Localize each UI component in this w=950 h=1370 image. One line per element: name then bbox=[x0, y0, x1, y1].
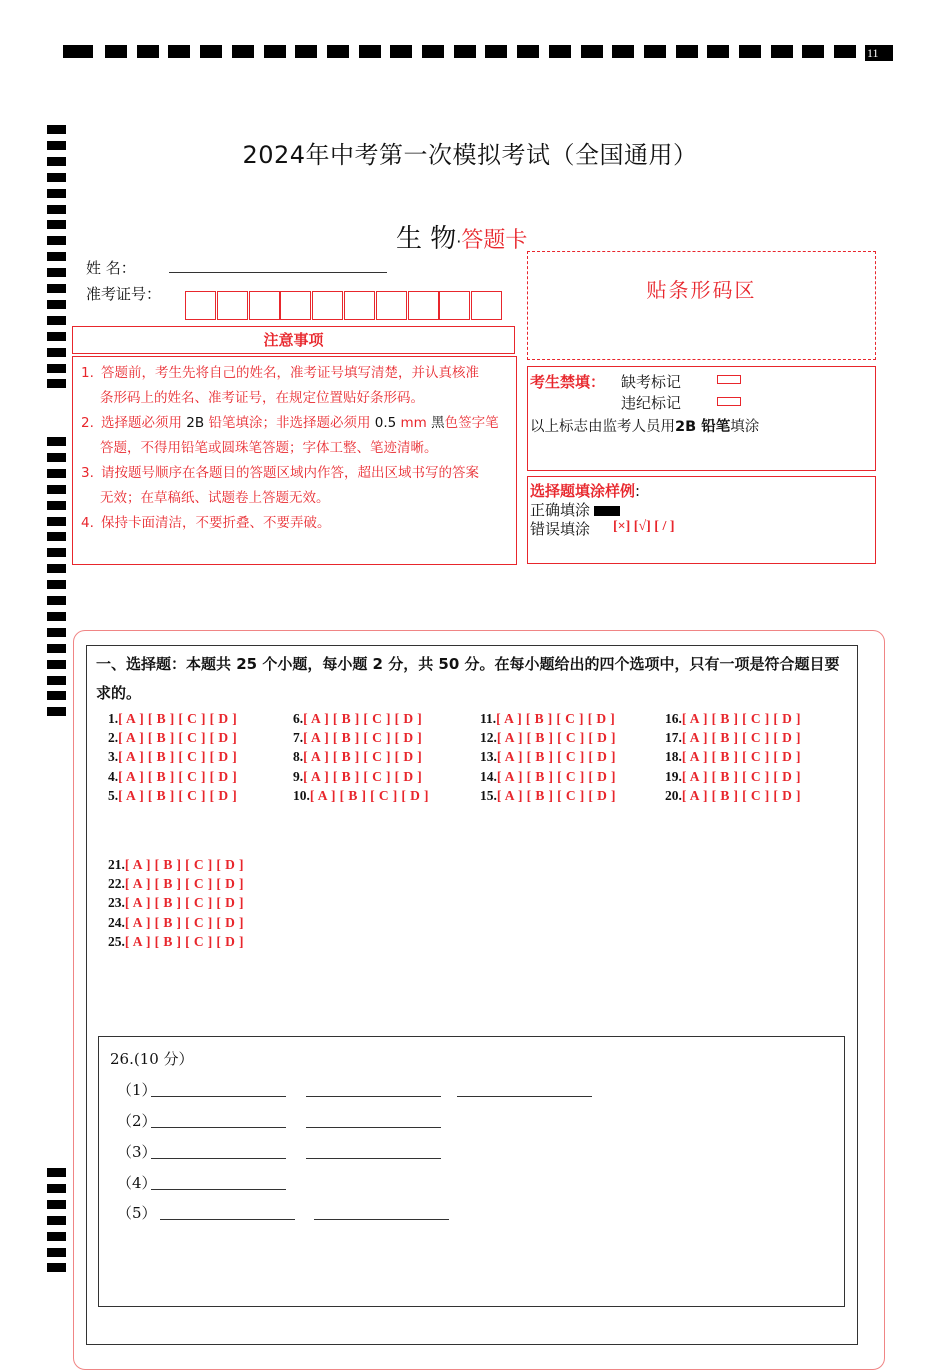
subject-name: 生 物 bbox=[396, 224, 457, 254]
mc-question[interactable] bbox=[293, 730, 422, 746]
timing-mark bbox=[676, 45, 698, 58]
mc-options[interactable]: [ A ] [ B ] [ C ] [ D ] bbox=[124, 895, 244, 911]
mc-question-number: 9. bbox=[293, 768, 304, 784]
mc-question-number: 13. bbox=[480, 749, 497, 765]
mc-options[interactable]: [ A ] [ B ] [ C ] [ D ] bbox=[118, 768, 238, 784]
mc-question[interactable] bbox=[108, 934, 244, 950]
forbidden-note-bold: 2B 铅笔 bbox=[675, 419, 731, 435]
note-number: 4. bbox=[81, 515, 94, 531]
timing-mark bbox=[63, 45, 93, 58]
timing-mark bbox=[47, 189, 66, 198]
timing-mark bbox=[485, 45, 507, 58]
mc-question[interactable] bbox=[108, 857, 244, 873]
exam-id-boxes bbox=[185, 291, 503, 320]
note-item bbox=[81, 361, 510, 411]
id-digit-box[interactable] bbox=[439, 291, 470, 320]
section1-heading: 一、选择题：本题共 25 个小题，每小题 2 分，共 50 分。在每小题给出的四个选项中，只有一项是符合题目要求的。 bbox=[96, 655, 840, 702]
id-digit-box[interactable] bbox=[217, 291, 248, 320]
mc-options[interactable]: [ A ] [ B ] [ C ] [ D ] bbox=[681, 768, 801, 784]
mc-question-number: 7. bbox=[293, 730, 304, 746]
violation-mark-box[interactable] bbox=[717, 397, 741, 406]
mc-question-number: 5. bbox=[108, 787, 119, 803]
note-line: 保持卡面清洁，不要折叠、不要弄破。 bbox=[101, 515, 331, 531]
name-label: 姓 名： bbox=[86, 259, 136, 277]
mc-options[interactable]: [ A ] [ B ] [ C ] [ D ] bbox=[118, 711, 238, 726]
note-line: 选择题必须用 bbox=[101, 415, 187, 431]
mc-question-number: 8. bbox=[293, 749, 304, 765]
mc-options[interactable]: [ A ] [ B ] [ C ] [ D ] bbox=[118, 749, 238, 765]
mc-options[interactable]: [ A ] [ B ] [ C ] [ D ] bbox=[124, 857, 244, 872]
id-label: 准考证号： bbox=[86, 285, 162, 303]
mc-options[interactable]: [ A ] [ B ] [ C ] [ D ] bbox=[303, 749, 423, 765]
timing-mark bbox=[47, 125, 66, 134]
note-item bbox=[81, 411, 510, 461]
timing-mark bbox=[771, 45, 793, 58]
mc-question-number: 12. bbox=[480, 730, 497, 746]
mc-options[interactable]: [ A ] [ B ] [ C ] [ D ] bbox=[496, 749, 616, 765]
timing-mark bbox=[47, 628, 66, 637]
timing-mark bbox=[47, 1168, 66, 1177]
mc-question-number: 20. bbox=[665, 787, 682, 803]
note-line: 请按题号顺序在各题目的答题区域内作答，超出区域书写的答案 bbox=[101, 465, 479, 481]
mc-question[interactable] bbox=[480, 711, 615, 727]
timing-mark bbox=[644, 45, 666, 58]
timing-mark bbox=[47, 300, 66, 309]
timing-mark bbox=[47, 379, 66, 388]
timing-mark bbox=[47, 501, 66, 510]
mc-question[interactable] bbox=[293, 769, 422, 785]
timing-mark bbox=[47, 1200, 66, 1209]
mc-options[interactable]: [ A ] [ B ] [ C ] [ D ] bbox=[118, 787, 238, 803]
mc-options[interactable]: [ A ] [ B ] [ C ] [ D ] bbox=[496, 768, 616, 784]
timing-mark bbox=[390, 45, 412, 58]
mc-question-number: 23. bbox=[108, 895, 125, 911]
timing-mark bbox=[47, 676, 66, 685]
mc-question-number: 3. bbox=[108, 749, 119, 765]
mc-question[interactable] bbox=[108, 769, 237, 785]
wrong-fill-label: 错误填涂 bbox=[530, 520, 591, 538]
answer-blank[interactable] bbox=[457, 1096, 592, 1097]
exam-title: 2024年中考第一次模拟考试（全国通用） bbox=[242, 141, 698, 169]
mc-options[interactable]: [ A ] [ B ] [ C ] [ D ] bbox=[124, 876, 244, 892]
mc-question-number: 24. bbox=[108, 914, 125, 930]
note-number: 1. bbox=[81, 365, 94, 381]
timing-mark bbox=[47, 1216, 66, 1225]
timing-mark bbox=[47, 612, 66, 621]
mc-question[interactable] bbox=[665, 769, 801, 785]
timing-mark bbox=[47, 517, 66, 526]
mc-question[interactable] bbox=[108, 788, 237, 804]
note-number: 3. bbox=[81, 465, 94, 481]
mc-options[interactable]: [ A ] [ B ] [ C ] [ D ] bbox=[496, 730, 616, 746]
forbidden-note bbox=[530, 415, 759, 436]
mc-question-number: 18. bbox=[665, 749, 682, 765]
timing-mark bbox=[517, 45, 539, 58]
id-digit-box[interactable] bbox=[185, 291, 216, 320]
forbidden-note-end: 填涂 bbox=[730, 419, 760, 435]
timing-mark bbox=[264, 45, 286, 58]
mc-options[interactable]: [ A ] [ B ] [ C ] [ D ] bbox=[303, 768, 423, 784]
timing-mark bbox=[47, 268, 66, 277]
absent-mark-label: 缺考标记 bbox=[621, 373, 682, 391]
id-digit-box[interactable] bbox=[376, 291, 407, 320]
timing-mark bbox=[295, 45, 317, 58]
answer-blank[interactable] bbox=[306, 1096, 441, 1097]
timing-mark bbox=[581, 45, 603, 58]
q26-answer-box bbox=[98, 1036, 845, 1307]
mc-question[interactable] bbox=[665, 711, 801, 727]
mc-options[interactable]: [ A ] [ B ] [ C ] [ D ] bbox=[303, 730, 423, 746]
q26-subquestion-label: （4） bbox=[117, 1174, 157, 1192]
barcode-area bbox=[527, 251, 876, 360]
fill-sample-title: 选择题填涂样例 bbox=[530, 482, 636, 500]
answer-card-label: 答题卡 bbox=[461, 228, 528, 253]
mc-options[interactable]: [ A ] [ B ] [ C ] [ D ] bbox=[309, 787, 429, 803]
subject-title bbox=[396, 218, 527, 255]
note-fragment: 色签字笔 bbox=[444, 415, 499, 431]
answer-blank[interactable] bbox=[314, 1219, 449, 1220]
q26-title: 26.(10 分） bbox=[110, 1050, 194, 1068]
fill-sample-area bbox=[527, 476, 876, 564]
mc-question-number: 25. bbox=[108, 933, 125, 949]
mc-question[interactable] bbox=[480, 769, 616, 785]
timing-mark bbox=[47, 453, 66, 462]
note-fragment: mm bbox=[400, 415, 427, 431]
mc-question[interactable] bbox=[480, 788, 616, 804]
mc-question[interactable] bbox=[480, 730, 616, 746]
mc-question-number: 6. bbox=[293, 711, 304, 726]
notes-title: 注意事项 bbox=[72, 326, 515, 354]
id-digit-box[interactable] bbox=[280, 291, 311, 320]
id-digit-box[interactable] bbox=[249, 291, 280, 320]
mc-question-number: 21. bbox=[108, 857, 125, 872]
subject-dot: · bbox=[456, 232, 462, 251]
fill-sample-colon: : bbox=[635, 482, 641, 500]
wrong-fill-row bbox=[530, 518, 590, 539]
note-item bbox=[81, 461, 510, 511]
id-digit-box[interactable] bbox=[471, 291, 502, 320]
mc-question[interactable] bbox=[108, 915, 244, 931]
timing-mark bbox=[359, 45, 381, 58]
timing-mark bbox=[47, 691, 66, 700]
timing-mark bbox=[47, 205, 66, 214]
timing-mark bbox=[802, 45, 824, 58]
timing-mark bbox=[47, 580, 66, 589]
q26-subquestion-label: （2） bbox=[117, 1112, 157, 1130]
mc-question-number: 11. bbox=[480, 711, 497, 726]
mc-question[interactable] bbox=[108, 895, 244, 911]
timing-mark bbox=[47, 1184, 66, 1193]
timing-mark bbox=[47, 348, 66, 357]
mc-question[interactable] bbox=[293, 711, 422, 727]
answer-blank[interactable] bbox=[306, 1127, 441, 1128]
violation-mark-label: 违纪标记 bbox=[621, 394, 682, 412]
timing-mark bbox=[47, 548, 66, 557]
timing-mark bbox=[47, 1248, 66, 1257]
mc-question[interactable] bbox=[665, 749, 801, 765]
mc-question-number: 4. bbox=[108, 768, 119, 784]
wrong-fill-marks: [×] [√] [ / ] bbox=[613, 519, 675, 534]
note-line: 答题，不得用铅笔或圆珠笔答题；字体工整、笔迹清晰。 bbox=[100, 440, 438, 456]
forbidden-label: 考生禁填： bbox=[530, 373, 606, 391]
forbidden-note-text: 以上标志由监考人员用 bbox=[530, 419, 675, 435]
timing-mark bbox=[47, 564, 66, 573]
mc-options[interactable]: [ A ] [ B ] [ C ] [ D ] bbox=[303, 711, 423, 726]
mc-question-number: 22. bbox=[108, 876, 125, 892]
barcode-label: 贴条形码区 bbox=[646, 278, 757, 302]
timing-mark bbox=[47, 332, 66, 341]
timing-mark bbox=[47, 660, 66, 669]
mc-question[interactable] bbox=[480, 749, 616, 765]
note-line: 无效；在草稿纸、试题卷上答题无效。 bbox=[100, 490, 330, 506]
mc-question[interactable] bbox=[293, 749, 422, 765]
timing-mark bbox=[47, 437, 66, 446]
mc-question[interactable] bbox=[108, 749, 237, 765]
filled-bubble-icon bbox=[594, 506, 620, 516]
answer-blank[interactable] bbox=[151, 1189, 286, 1190]
timing-mark bbox=[47, 1232, 66, 1241]
timing-mark bbox=[47, 316, 66, 325]
timing-mark bbox=[232, 45, 254, 58]
timing-mark bbox=[612, 45, 634, 58]
timing-mark bbox=[47, 707, 66, 716]
note-fragment: 铅笔填涂；非选择题必须用 bbox=[204, 415, 375, 431]
mc-options[interactable]: [ A ] [ B ] [ C ] [ D ] bbox=[681, 730, 801, 746]
examinee-forbidden-area bbox=[527, 366, 876, 471]
timing-mark bbox=[549, 45, 571, 58]
note-number: 2. bbox=[81, 415, 94, 431]
mc-options[interactable]: [ A ] [ B ] [ C ] [ D ] bbox=[681, 787, 801, 803]
mc-options[interactable]: [ A ] [ B ] [ C ] [ D ] bbox=[124, 914, 244, 930]
notes-box bbox=[72, 356, 517, 565]
timing-mark bbox=[422, 45, 444, 58]
fill-sample-label bbox=[530, 480, 640, 501]
timing-mark bbox=[47, 220, 66, 229]
mc-question[interactable] bbox=[293, 788, 429, 804]
note-fragment: 黑 bbox=[426, 415, 445, 431]
timing-mark bbox=[105, 45, 127, 58]
timing-mark bbox=[47, 532, 66, 541]
timing-mark bbox=[327, 45, 349, 58]
timing-mark bbox=[200, 45, 222, 58]
id-digit-box[interactable] bbox=[312, 291, 343, 320]
mc-question[interactable] bbox=[108, 730, 237, 746]
timing-mark bbox=[47, 236, 66, 245]
note-line: 条形码上的姓名、准考证号，在规定位置贴好条形码。 bbox=[100, 390, 424, 406]
timing-mark bbox=[168, 45, 190, 58]
mc-question[interactable] bbox=[108, 711, 237, 727]
id-digit-box[interactable] bbox=[344, 291, 375, 320]
timing-mark bbox=[739, 45, 761, 58]
timing-mark bbox=[47, 284, 66, 293]
mc-question-number: 1. bbox=[108, 711, 119, 726]
mc-options[interactable]: [ A ] [ B ] [ C ] [ D ] bbox=[118, 730, 238, 746]
timing-mark bbox=[47, 1263, 66, 1272]
mc-question-number: 14. bbox=[480, 768, 497, 784]
q26-subquestion-label: （5） bbox=[117, 1204, 157, 1222]
answer-blank[interactable] bbox=[306, 1158, 441, 1159]
note-item bbox=[81, 511, 510, 536]
page-number: 11 bbox=[865, 45, 893, 61]
answer-blank[interactable] bbox=[160, 1219, 295, 1220]
absent-mark-box[interactable] bbox=[717, 375, 741, 384]
timing-mark bbox=[454, 45, 476, 58]
mc-question-number: 19. bbox=[665, 768, 682, 784]
mc-question-number: 17. bbox=[665, 730, 682, 746]
id-digit-box[interactable] bbox=[408, 291, 439, 320]
timing-mark bbox=[834, 45, 856, 58]
timing-mark bbox=[47, 596, 66, 605]
mc-options[interactable]: [ A ] [ B ] [ C ] [ D ] bbox=[124, 933, 244, 949]
timing-mark bbox=[47, 469, 66, 478]
mc-question-number: 15. bbox=[480, 787, 497, 803]
answer-blank[interactable] bbox=[151, 1096, 286, 1097]
correct-fill-row bbox=[530, 499, 620, 520]
timing-mark bbox=[47, 173, 66, 182]
mc-options[interactable]: [ A ] [ B ] [ C ] [ D ] bbox=[681, 749, 801, 765]
timing-mark bbox=[47, 485, 66, 494]
name-field[interactable] bbox=[169, 272, 387, 273]
top-timing-marks bbox=[0, 45, 950, 63]
timing-mark bbox=[47, 644, 66, 653]
mc-question[interactable] bbox=[665, 788, 801, 804]
timing-mark bbox=[47, 364, 66, 373]
note-fragment: 0.5 bbox=[374, 415, 401, 431]
q26-subquestion-label: （3） bbox=[117, 1143, 157, 1161]
timing-mark bbox=[47, 252, 66, 261]
q26-subquestion-label: （1） bbox=[117, 1081, 157, 1099]
correct-fill-label: 正确填涂 bbox=[530, 501, 591, 519]
timing-mark bbox=[707, 45, 729, 58]
answer-blank[interactable] bbox=[151, 1158, 286, 1159]
mc-question-number: 2. bbox=[108, 730, 119, 746]
answer-blank[interactable] bbox=[151, 1127, 286, 1128]
timing-mark bbox=[137, 45, 159, 58]
note-fragment: 2B bbox=[186, 415, 205, 431]
mc-question-number: 16. bbox=[665, 711, 682, 726]
mc-options[interactable]: [ A ] [ B ] [ C ] [ D ] bbox=[496, 711, 616, 726]
mc-question-number: 10. bbox=[293, 787, 310, 803]
mc-options[interactable]: [ A ] [ B ] [ C ] [ D ] bbox=[496, 787, 616, 803]
mc-options[interactable]: [ A ] [ B ] [ C ] [ D ] bbox=[681, 711, 801, 726]
mc-question[interactable] bbox=[665, 730, 801, 746]
mc-question[interactable] bbox=[108, 876, 244, 892]
note-line: 答题前，考生先将自己的姓名，准考证号填写清楚，并认真核准 bbox=[101, 365, 479, 381]
